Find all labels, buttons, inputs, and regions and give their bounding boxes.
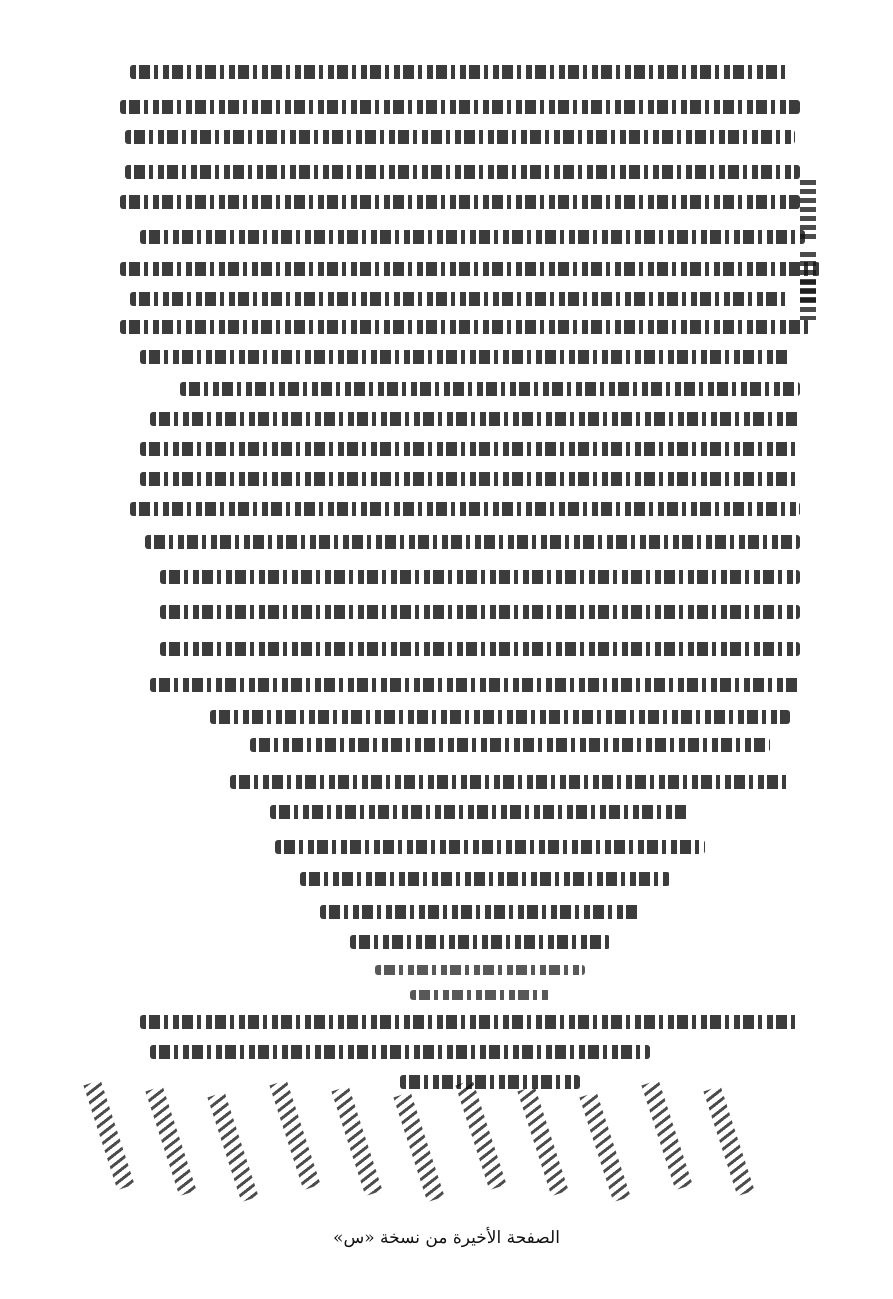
- ownership-note-mark: [455, 1080, 506, 1190]
- manuscript-line: [160, 605, 800, 619]
- manuscript-line: [130, 292, 790, 306]
- manuscript-line: [120, 100, 800, 114]
- page-caption: الصفحة الأخيرة من نسخة «س»: [333, 1228, 560, 1248]
- margin-note: [800, 180, 816, 240]
- manuscript-line: [230, 775, 790, 789]
- ownership-note-mark: [207, 1092, 258, 1202]
- ownership-note-mark: [331, 1086, 382, 1196]
- manuscript-line: [120, 320, 810, 334]
- manuscript-line: [145, 535, 800, 549]
- ownership-note-mark: [393, 1092, 444, 1202]
- ownership-note-mark: [703, 1086, 754, 1196]
- manuscript-line: [160, 570, 800, 584]
- manuscript-line: [410, 990, 550, 1000]
- manuscript-line: [120, 195, 800, 209]
- ownership-note-mark: [83, 1080, 134, 1190]
- ownership-note-mark: [517, 1086, 568, 1196]
- manuscript-line: [130, 65, 790, 79]
- manuscript-line: [300, 872, 670, 886]
- manuscript-line: [140, 230, 805, 244]
- manuscript-line: [250, 738, 770, 752]
- ownership-note-mark: [269, 1080, 320, 1190]
- manuscript-line: [400, 1075, 580, 1089]
- manuscript-line: [140, 472, 800, 486]
- manuscript-line: [140, 1015, 800, 1029]
- manuscript-line: [150, 412, 800, 426]
- manuscript-line: [150, 678, 800, 692]
- manuscript-line: [350, 935, 610, 949]
- ownership-note-mark: [579, 1092, 630, 1202]
- manuscript-line: [320, 905, 640, 919]
- manuscript-line: [130, 502, 800, 516]
- manuscript-line: [375, 965, 585, 975]
- manuscript-line: [125, 130, 795, 144]
- manuscript-line: [160, 642, 800, 656]
- manuscript-line: [125, 165, 800, 179]
- manuscript-line: [140, 350, 790, 364]
- manuscript-line: [140, 442, 800, 456]
- manuscript-line: [120, 262, 820, 276]
- manuscript-image: [120, 30, 820, 1210]
- manuscript-line: [275, 840, 705, 854]
- ownership-note-mark: [641, 1080, 692, 1190]
- manuscript-line: [210, 710, 790, 724]
- manuscript-line: [150, 1045, 650, 1059]
- manuscript-line: [270, 805, 690, 819]
- margin-note: [800, 280, 816, 320]
- ownership-note-mark: [145, 1086, 196, 1196]
- manuscript-line: [180, 382, 800, 396]
